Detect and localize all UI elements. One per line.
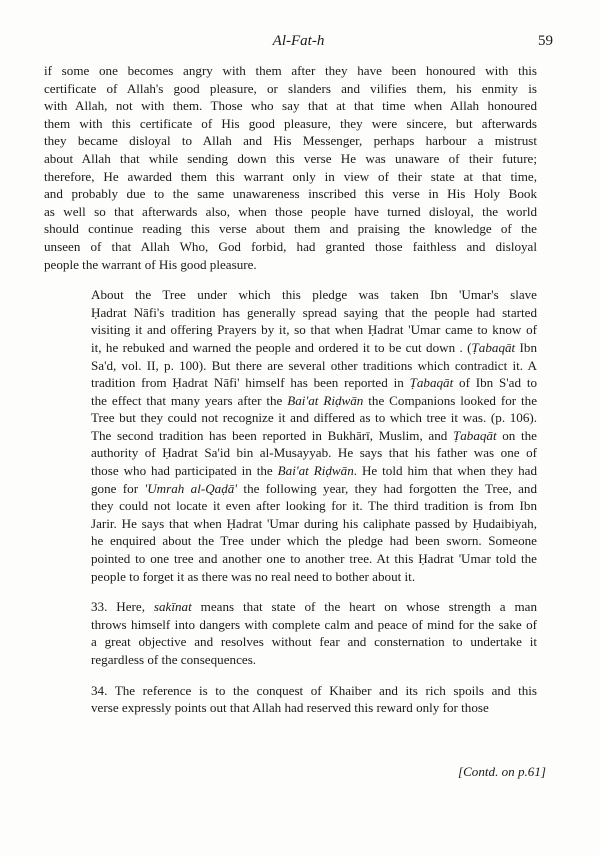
text-line: people to forget it as there was no real need to bother about it. [91,568,416,584]
text-line: The second tradition has been reported in Bukhārī, Muslim, and Ṭabaqāt on the [91,427,537,443]
text-line: Jarir. He says that when Ḥadrat 'Umar during his caliphate passed by Ḥudaibiyah, [91,515,537,531]
text-line: unseen of that Allah Who, God forbid, had granted those faithless and disloyal [44,238,537,254]
text-line: authority of Ḥadrat Sa'id bin al-Musayyab. He says that his father was one of [91,445,537,461]
body-text [44,62,537,717]
text-line: throws himself into dangers with complete calm and peace of mind for the sake of [91,616,537,632]
page-number: 59 [538,33,553,49]
text-line: 34. The reference is to the conquest of Khaiber and its rich spoils and this [91,682,537,698]
text-line: Sa'd, vol. II, p. 100). But there are several other traditions which contradict it. A [91,357,537,373]
paragraph [44,682,537,717]
text-line: and probably due to the same unawareness inscribed this verse in His Holy Book [44,186,537,202]
text-line: tradition from Ḥadrat Nāfi' himself has been reported in Ṭabaqāt of Ibn S'ad to [91,375,538,391]
text-line: those who had participated in the Bai'at Riḍwān. He told him that when they had [91,463,537,479]
paragraph [44,286,537,585]
text-line: a great objective and resolves without fear and consternation to undertake it [91,634,537,650]
text-line: about Allah that while sending down this verse He was unaware of their future; [44,150,537,166]
running-title: Al-Fat-h [272,33,325,49]
text-line: Tree but they could not recognize it and differed as to which tree it was. (p. 106). [91,410,537,426]
text-line: therefore, He awarded them this warrant only in view of their state at that time, [44,168,537,184]
text-line: verse expressly points out that Allah had reserved this reward only for those [91,700,489,716]
text-line: they became disloyal to Allah and His Messenger, perhaps harbour a mistrust [44,133,537,149]
text-line: them with this certificate of His good pleasure, they were sincere, but afterwards [44,115,537,131]
text-line: as well so that afterwards also, when those people have turned disloyal, the world [44,203,537,219]
text-line: it, he rebuked and warned the people and ordered it to be cut down . (Ṭabaqāt Ibn [91,339,538,355]
text-line: he enquired about the Tree under which the pledge had been sworn. Someone [91,533,537,549]
text-line: Ḥadrat Nāfi's tradition has generally spread saying that the people had started [91,304,537,320]
text-line: people the warrant of His good pleasure. [44,256,257,272]
text-line: About the Tree under which this pledge was taken Ibn 'Umar's slave [91,287,537,303]
paragraph [44,598,537,668]
text-line: gone for 'Umrah al-Qaḍā' the following year, they had forgotten the Tree, and [91,480,537,496]
text-line: the effect that many years after the Bai'at Riḍwān the Companions looked for the [91,392,538,408]
running-head [44,33,553,53]
text-line: 33. Here, sakīnat means that state of the heart on whose strength a man [91,599,537,615]
text-line: pointed to one tree and another one to another tree. At this Ḥadrat 'Umar told the [91,551,537,567]
text-line: they could not locate it even after looking for it. The third tradition is from Ibn [91,498,537,514]
text-line: if some one becomes angry with them after they have been honoured with this [44,63,537,78]
text-line: certificate of Allah's good pleasure, or slanders and vilifies them, his enmity is [44,80,537,96]
text-line: visiting it and offering Prayers by it, so that when Ḥadrat 'Umar came to know of [91,322,537,338]
continuation-note: [Contd. on p.61] [457,764,546,779]
paragraph [44,62,537,273]
text-line: should continue reading this verse about them and praising the knowledge of the [44,221,537,237]
text-line: regardless of the consequences. [91,652,257,667]
text-line: with Allah, not with them. Those who say that at that time when Allah honoured [44,98,537,114]
